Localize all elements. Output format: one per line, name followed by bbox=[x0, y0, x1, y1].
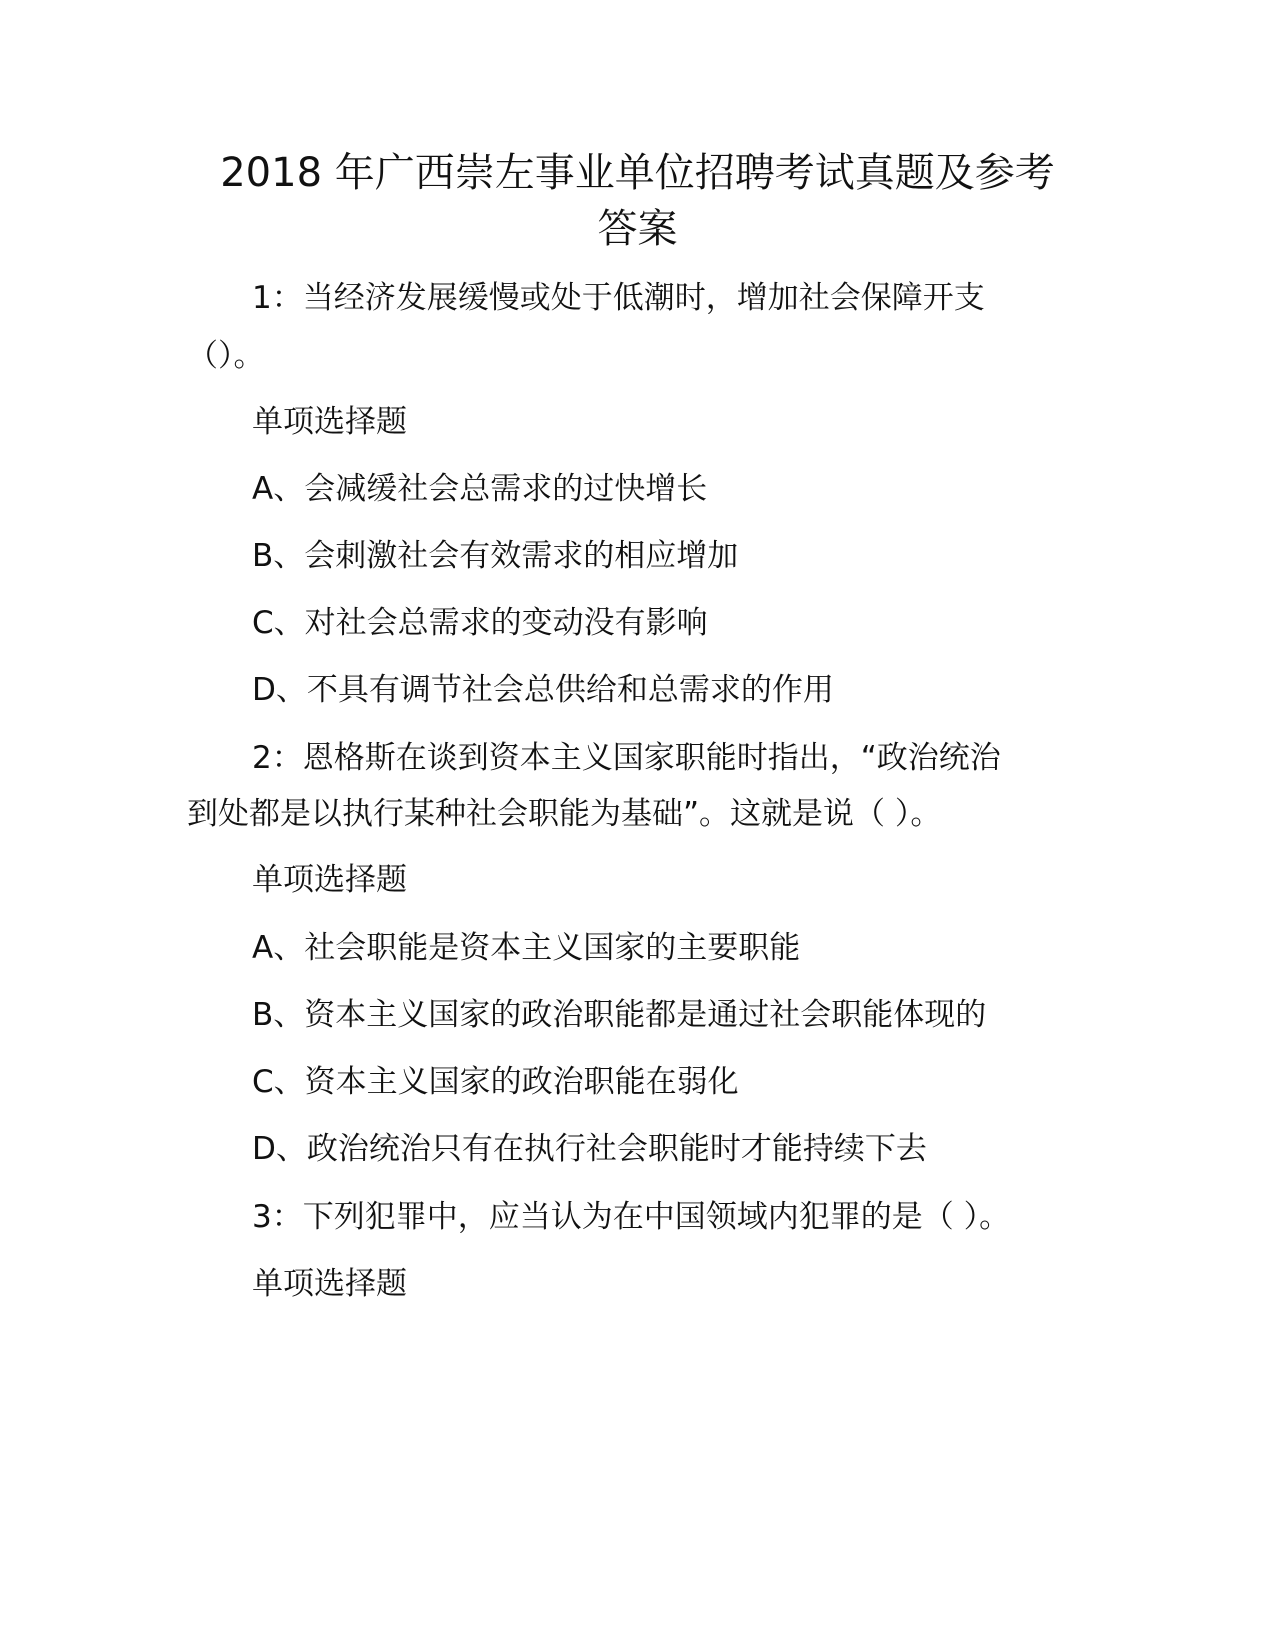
question-1-option-a: A、会减缓社会总需求的过快增长 bbox=[252, 471, 708, 507]
question-1-option-d: D、不具有调节社会总供给和总需求的作用 bbox=[252, 672, 834, 708]
question-2-stem-continued: 到处都是以执行某种社会职能为基础”。这就是说（ ）。 bbox=[187, 796, 942, 832]
question-1-option-b: B、会刺激社会有效需求的相应增加 bbox=[252, 538, 739, 574]
document-title-line-1: 2018 年广西崇左事业单位招聘考试真题及参考 bbox=[220, 150, 1055, 196]
document-title-line-2: 答案 bbox=[597, 206, 678, 252]
question-2-option-c: C、资本主义国家的政治职能在弱化 bbox=[252, 1064, 739, 1100]
question-3-stem: 3：下列犯罪中，应当认为在中国领域内犯罪的是（ ）。 bbox=[252, 1199, 1011, 1235]
question-3-type: 单项选择题 bbox=[252, 1266, 407, 1302]
question-2-stem: 2：恩格斯在谈到资本主义国家职能时指出，“政治统治 bbox=[252, 740, 1001, 776]
question-1-type: 单项选择题 bbox=[252, 404, 407, 440]
question-2-option-b: B、资本主义国家的政治职能都是通过社会职能体现的 bbox=[252, 997, 987, 1033]
question-1-stem-continued: （）。 bbox=[187, 338, 265, 374]
question-2-option-d: D、政治统治只有在执行社会职能时才能持续下去 bbox=[252, 1131, 927, 1167]
question-2-type: 单项选择题 bbox=[252, 862, 407, 898]
question-2-option-a: A、社会职能是资本主义国家的主要职能 bbox=[252, 930, 801, 966]
question-1-option-c: C、对社会总需求的变动没有影响 bbox=[252, 605, 708, 641]
question-1-stem: 1：当经济发展缓慢或处于低潮时，增加社会保障开支 bbox=[252, 280, 985, 316]
